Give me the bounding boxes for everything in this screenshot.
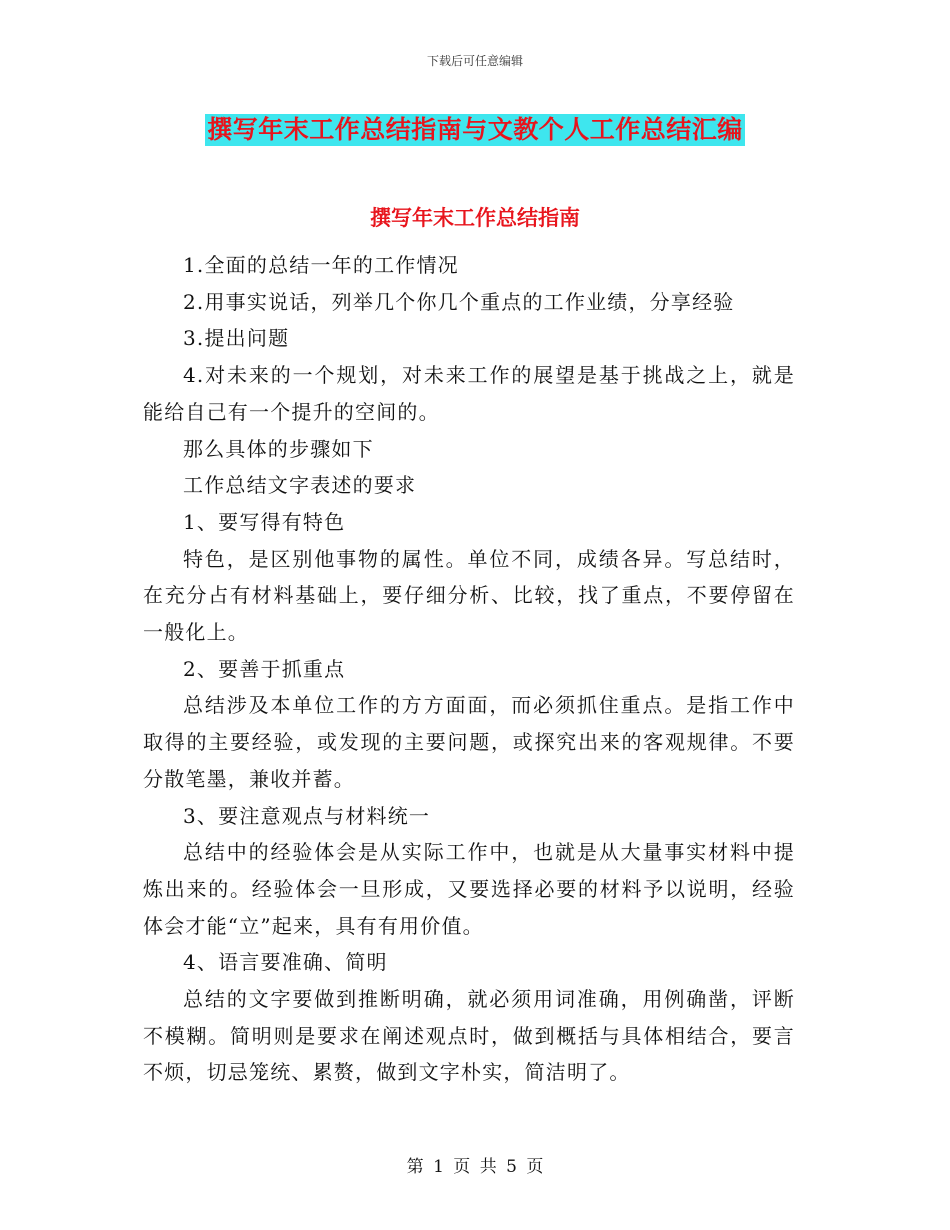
paragraph: 1、要写得有特色: [183, 509, 346, 534]
page-footer: 第 1 页 共 5 页: [406, 1157, 544, 1177]
paragraph: 3.提出问题: [183, 326, 290, 351]
paragraph: 工作总结文字表述的要求: [183, 473, 417, 498]
paragraph: 1.全面的总结一年的工作情况: [183, 253, 459, 277]
paragraph: 2、要善于抓重点: [183, 656, 346, 681]
paragraph: 总结中的经验体会是从实际工作中，也就是从大量事实材料中提炼出来的。经验体会一旦形成，又要选择必要的材料予以说明，经验体会才能“立”起来，具有有用价值。: [143, 840, 795, 938]
header-note: 下载后可任意编辑: [426, 54, 523, 68]
paragraph: 总结的文字要做到推断明确，就必须用词准确，用例确凿，评断不模糊。简明则是要求在阐述观点时，做到概括与具体相结合，要言不烦，切忌笼统、累赘，做到文字朴实，简洁明了。: [143, 987, 795, 1085]
doc-title-wrap: [0, 114, 950, 146]
paragraph: 3、要注意观点与材料统一: [183, 803, 431, 828]
paragraph: 总结涉及本单位工作的方方面面，而必须抓住重点。是指工作中取得的主要经验，或发现的主要问题，或探究出来的客观规律。不要分散笔墨，兼收并蓄。: [143, 693, 795, 791]
paragraph: 特色，是区别他事物的属性。单位不同，成绩各异。写总结时，在充分占有材料基础上，要仔细分析、比较，找了重点，不要停留在一般化上。: [143, 546, 795, 645]
doc-title: 撰写年末工作总结指南与文教个人工作总结汇编: [207, 115, 743, 144]
paragraph: 4.对未来的一个规划，对未来工作的展望是基于挑战之上，就是能给自己有一个提升的空间的。: [143, 363, 795, 424]
paragraph: 2.用事实说话，列举几个你几个重点的工作业绩，分享经验: [183, 289, 735, 314]
section-title: 撰写年末工作总结指南: [370, 206, 580, 230]
paragraph: 那么具体的步骤如下: [183, 436, 374, 461]
body-text: [143, 247, 795, 1091]
paragraph: 4、语言要准确、简明: [183, 950, 388, 975]
